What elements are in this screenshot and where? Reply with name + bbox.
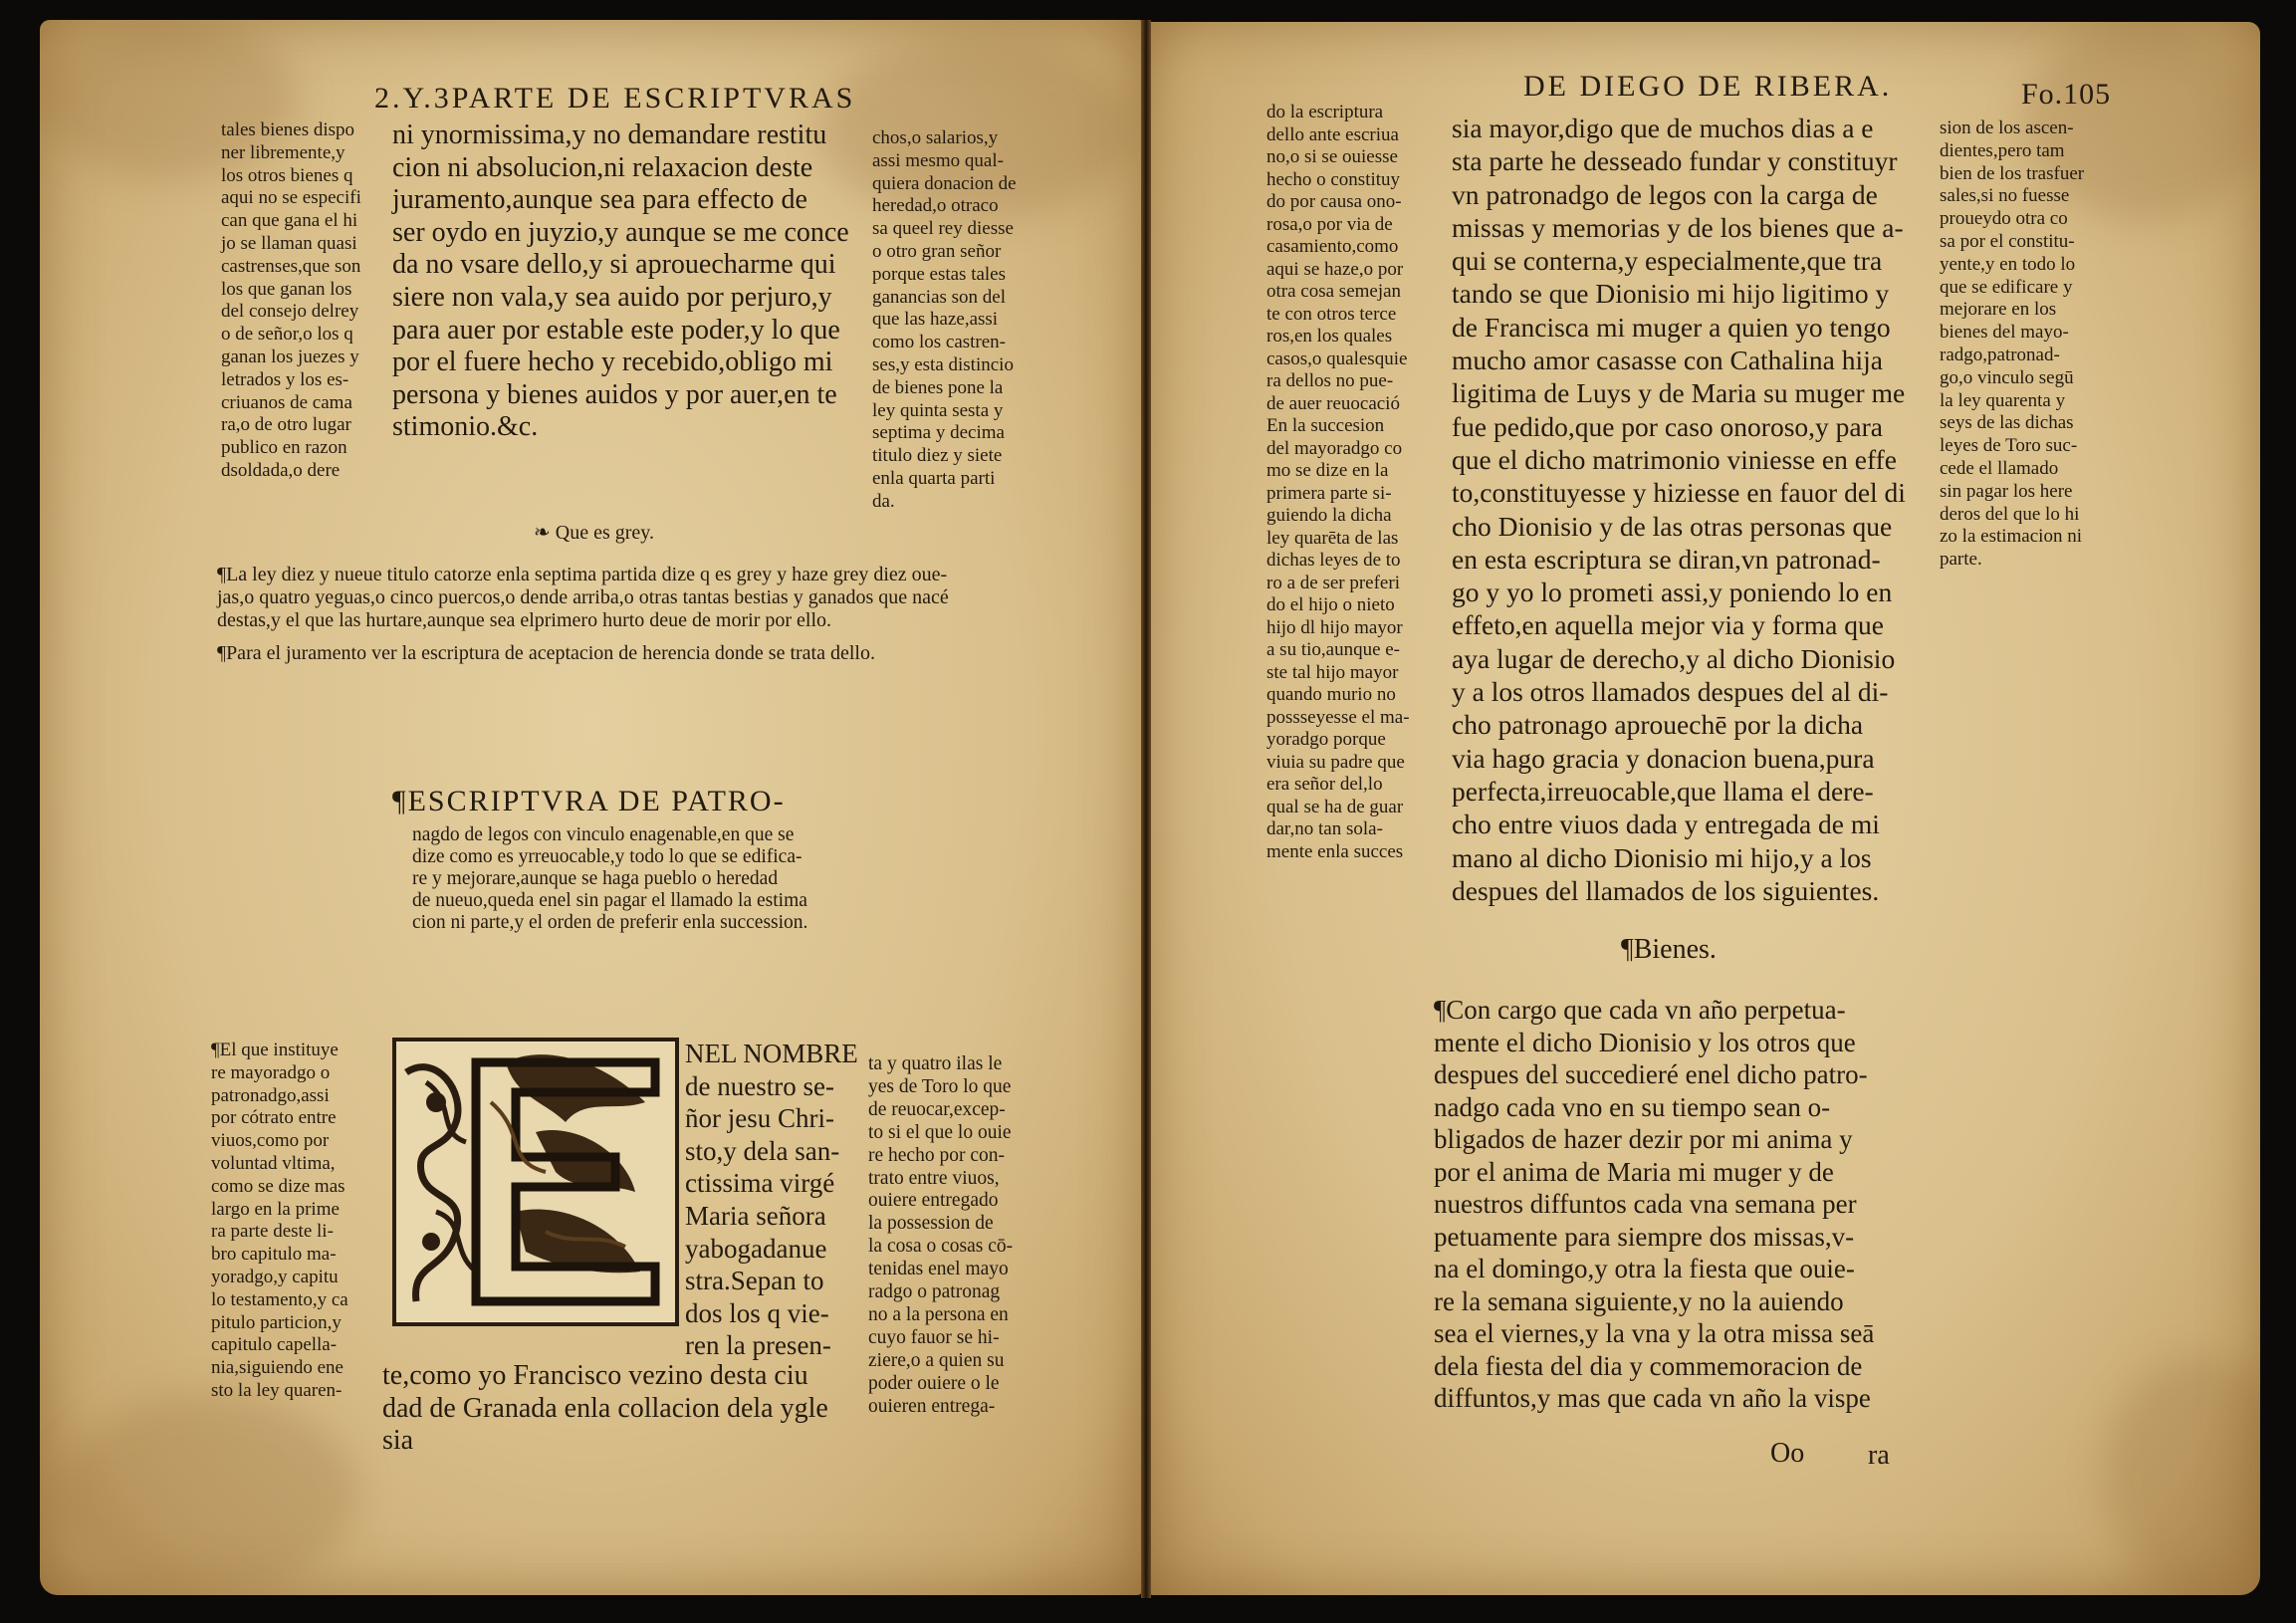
right-running-head: DE DIEGO DE RIBERA. [1523, 70, 1893, 103]
left-running-head: 2.Y.3PARTE DE ESCRIPTVRAS [374, 82, 856, 115]
left-margin-note-bottom: ¶El que instituye re mayoradgo o patronadgo,assi por cótrato entre viuos,como por voluntad vltima, como se dize mas largo en la prime ra parte deste li- bro capitulo ma- yoradgo,y capitu lo testamento,y ca pitulo particion,y capitulo capella- nia,siguiendo ene sto la ley quaren- [211, 1040, 348, 1401]
que-es-grey-heading: ❧ Que es grey. [534, 522, 654, 544]
woodcut-initial-svg [396, 1042, 675, 1322]
decorated-initial-e-woodcut [392, 1038, 679, 1326]
left-right-note-bottom: ta y quatro ilas le yes de Toro lo que de reuocar,excep- to si el que lo ouie re hecho por con- trato entre viuos, ouiere entregado la possession de la cosa o cosas cō- tenidas enel mayo radgo o patronag no a la persona en cuyo fauor se hi- ziere,o a quien su poder ouiere o le ouieren entrega- [868, 1053, 1014, 1417]
book-gutter [1141, 20, 1151, 1598]
catchword-signature: Oo [1770, 1438, 1805, 1469]
paper-stain [60, 1394, 358, 1593]
que-es-grey-text: Que es grey. [555, 522, 654, 544]
text-below-initial: te,como yo Francisco vezino desta ciu dad de Granada enla collacion dela ygle sia [382, 1360, 828, 1457]
bienes-text: ¶Con cargo que cada vn año perpetua- mente el dicho Dionisio y los otros que despues del succedieré enel dicho patro- nadgo cada vno en su tiempo sean o- bligados de hazer dezir por mi anima y por el anima de Maria mi muger y de nuestros diffuntos cada vna semana per petuamente para siempre dos missas,v- na el domingo,y otra la fiesta que ouie- re la semana siguiente,y no la auiendo sea el viernes,y la vna y la otra missa seā dela fiesta del dia y commemoracion de diffuntos,y mas que cada vn año la vispe [1434, 995, 1875, 1413]
folio-number: Fo.105 [2021, 78, 2112, 111]
right-left-note: do la escriptura dello ante escriua no,o si se ouiesse hecho o constituy do por causa ono- rosa,o por via de casamiento,como aqui se haze,o por otra cosa semejan te con otros terce ros,en los quales casos,o qualesquie ra dellos no pue- de auer reuocació En la succesion del mayoradgo co mo se dize en la primera parte si- guiendo la dicha ley quarēta de las dichas leyes de to ro a de ser preferi do el hijo o nieto hijo dl hijo mayor a su tio,aunque e- ste tal hijo mayor quando murio no possseyesse el ma- yoradgo porque viuia su padre que era señor del,lo qual se ha de guar dar,no tan sola- mente enla succes [1266, 102, 1410, 862]
paragraph-juramento: ¶Para el juramento ver la escriptura de aceptacion de herencia donde se trata dello. [217, 642, 875, 664]
right-right-note: sion de los ascen- dientes,pero tam bien de los trasfuer sales,si no fuesse proueydo otra co sa por el constitu- yente,y en todo lo que se edificare y mejorare en los bienes del mayo- radgo,patronad- go,o vinculo segū la ley quarenta y seys de las dichas leyes de Toro suc- cede el llamado sin pagar los here deros del que lo hi zo la estimacion ni parte. [1940, 117, 2085, 571]
bienes-heading: ¶Bienes. [1621, 934, 1717, 965]
paper-stain [2103, 1356, 2260, 1595]
left-main-text-top: ni ynormissima,y no demandare restitu cion ni absolucion,ni relaxacion deste juramento,aunque sea para effecto de ser oydo en juyzio,y aunque se me conce da no vsare dello,y si aprouecharme qui siere non vala,y sea auido por perjuro,y para auer por estable este poder,y lo que por el fuere hecho y recebido,obligo mi persona y bienes auidos y por auer,en te stimonio.&c. [392, 119, 849, 443]
escriptura-subtitle: nagdo de legos con vinculo enagenable,en que se dize como es yrreuocable,y todo lo que se edifica- re y mejorare,aunque se haga pueblo o heredad de nueuo,queda enel sin pagar el llamado la estima cion ni parte,y el orden de preferir enla succession. [412, 824, 808, 933]
left-margin-note-top: tales bienes dispo ner libremente,y los otros bienes q aqui no se especifi can que gana el hi jo se llaman quasi castrenses,que son los que ganan los del consejo delrey o de señor,o los q ganan los juezes y letrados y los es- criuanos de cama ra,o de otro lugar publico en razon dsoldada,o dere [221, 119, 361, 481]
paragraph-grey: ¶La ley diez y nueue titulo catorze enla septima partida dize q es grey y haze grey diez oue- jas,o quatro yeguas,o cinco puercos,o dende arriba,o otras tantas bestias y ganados que nacé destas,y el que las hurtare,aunque sea elprimero hurto deue de morir por ello. [217, 564, 949, 631]
escriptura-title: ¶ESCRIPTVRA DE PATRO- [392, 785, 786, 817]
right-main-text: sia mayor,digo que de muchos dias a e sta parte he desseado fundar y constituyr vn patronadgo de legos con la carga de missas y memorias y de los bienes que a- qui se conterna,y especialmente,que tra tando se que Dionisio mi hijo ligitimo y de Francisca mi muger a quien yo tengo mucho amor casasse con Cathalina hija ligitima de Luys y de Maria su muger me fue pedido,que por caso onoroso,y para que el dicho matrimonio viniesse en effe to,constituyesse y hiziesse en fauor del di cho Dionisio y de las otras personas que en esta escriptura se diran,vn patronad- go y yo lo prometi assi,y poniendo lo en effeto,en aquella mejor via y forma que aya lugar de derecho,y al dicho Dionisio y a los otros llamados despues del al di- cho patronago aprouechē por la dicha via hago gracia y donacion buena,pura perfecta,irreuocable,que llama el dere- cho entre viuos dada y entregada de mi mano al dicho Dionisio mi hijo,y a los despues del llamados de los siguientes. [1452, 113, 1906, 906]
catchword: ra [1868, 1440, 1890, 1471]
left-right-note-top: chos,o salarios,y assi mesmo qual- quiera donacion de heredad,o otraco sa queel rey diesse o otro gran señor porque estas tales ganancias son del que las haze,assi como los castren- ses,y esta distincio de bienes pone la ley quinta sesta y septima y decima titulo diez y siete enla quarta parti da. [872, 127, 1017, 512]
text-beside-initial: NEL NOMBRE de nuestro se- ñor jesu Chri- sto,y dela san- ctissima virgé Maria señora yabogadanue stra.Sepan to dos los q vie- ren la presen- [685, 1039, 858, 1361]
